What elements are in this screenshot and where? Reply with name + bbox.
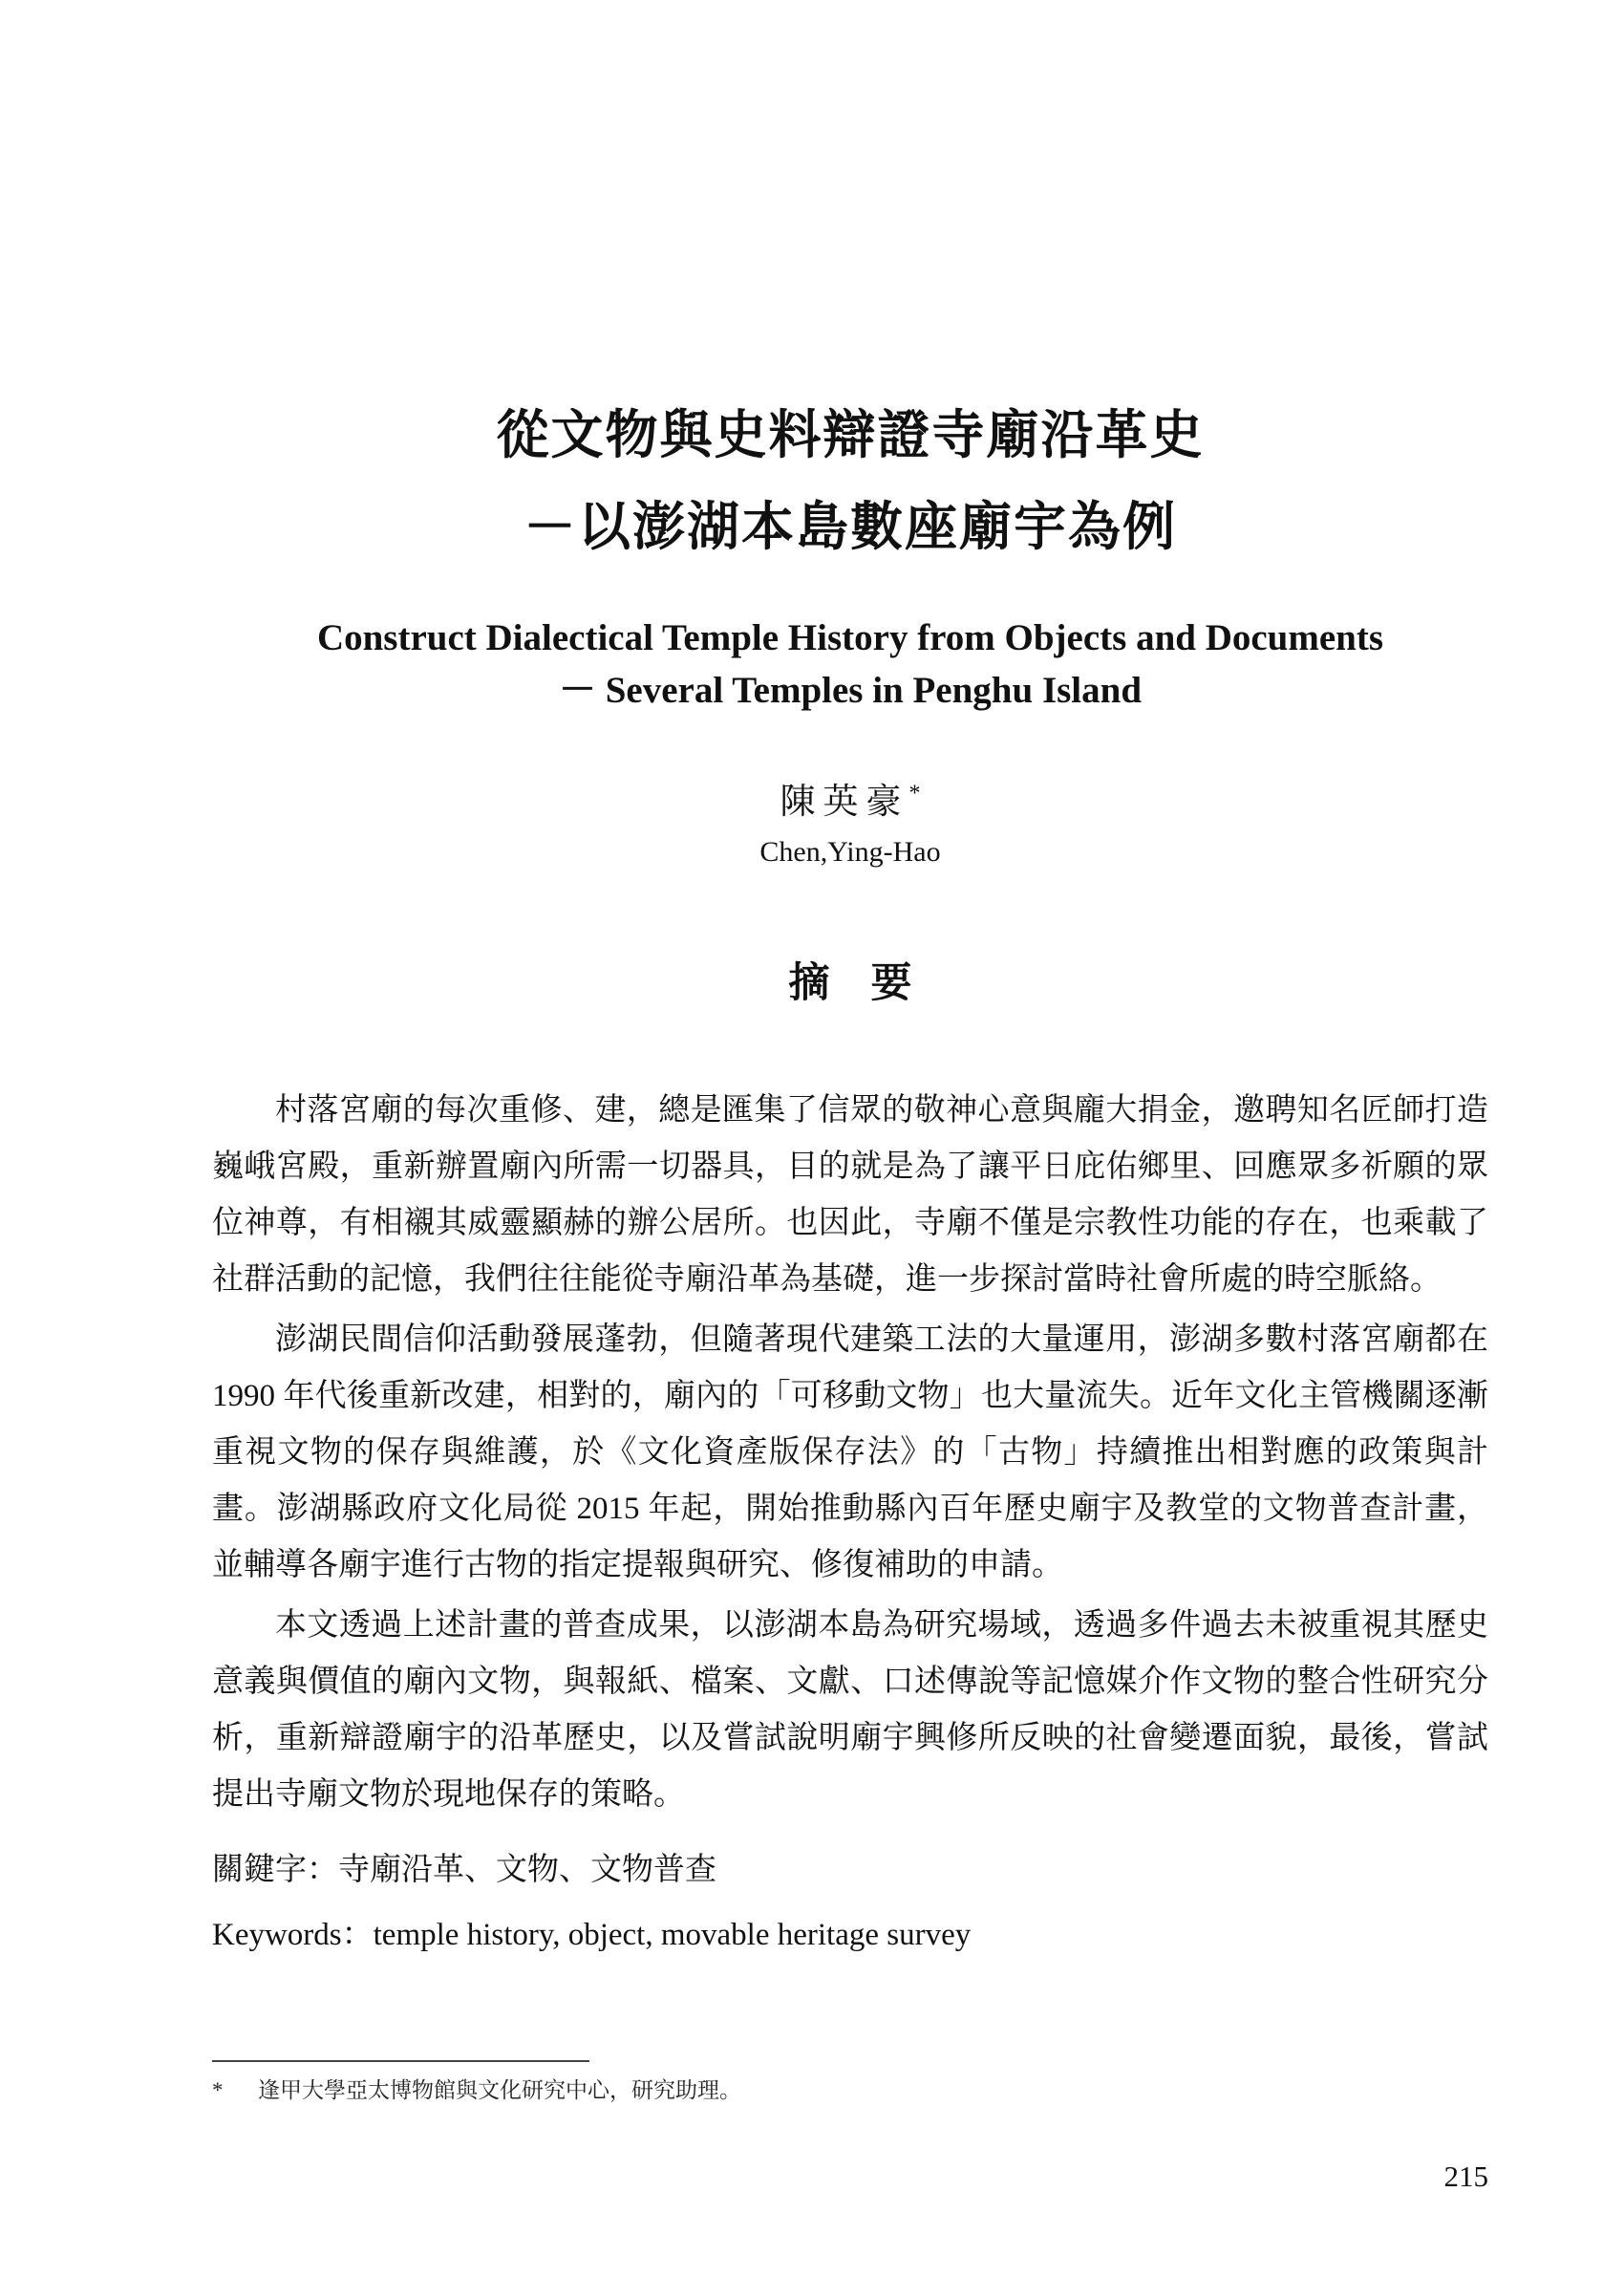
english-title: [212, 612, 1488, 717]
footnote: [212, 2075, 1488, 2106]
abstract-paragraph-3: 本文透過上述計畫的普查成果，以澎湖本島為研究場域，透過多件過去未被重視其歷史意義與價值的廟內文物，與報紙、檔案、文獻、口述傳說等記憶媒介作文物的整合性研究分析，重新辯證廟宇的沿革歷史，以及嘗試說明廟宇興修所反映的社會變遷面貌，最後，嘗試提出寺廟文物於現地保存的策略。: [212, 1608, 1488, 1812]
footnote-block: [212, 2060, 1488, 2106]
author-name-en: Chen,Ying-Hao: [759, 836, 941, 868]
keywords-en: Keywords：temple history, object, movable heritage survey: [212, 1918, 972, 1952]
keywords-zh: 關鍵字：寺廟沿革、文物、文物普查: [212, 1853, 716, 1887]
footnote-marker: *: [212, 2078, 224, 2102]
footnote-text: 逢甲大學亞太博物館與文化研究中心，研究助理。: [258, 2078, 741, 2102]
chinese-title-line2: －以澎湖本島數座廟宇為例: [523, 498, 1177, 556]
author-footnote-marker: *: [908, 781, 921, 806]
footnote-divider: [212, 2060, 589, 2062]
abstract-heading: 摘 要: [788, 961, 912, 1006]
chinese-title-line1: 從文物與史料辯證寺廟沿革史: [496, 406, 1205, 464]
abstract-paragraph-2: 澎湖民間信仰活動發展蓬勃，但隨著現代建築工法的大量運用，澎湖多數村落宮廟都在 1990 年代後重新改建，相對的，廟內的「可移動文物」也大量流失。近年文化主管機關逐漸重視文物的保存與維護，於《文化資產版保存法》的「古物」持續推出相對應的政策與計畫。澎湖縣政府文化局從 2015 年起，開始推動縣內百年歷史廟宇及教堂的文物普查計畫，並輔導各廟宇進行古物的指定提報與研究、修復補助的申請。: [212, 1322, 1488, 1582]
chinese-title: [212, 0, 1488, 573]
english-title-line2: － Several Temples in Penghu Island: [558, 670, 1143, 711]
english-title-line1: Construct Dialectical Temple History from Objects and Documents: [316, 617, 1384, 658]
page-number: 215: [1443, 2160, 1488, 2193]
page-content: [212, 0, 1488, 1957]
author-name-zh: [212, 780, 1488, 826]
abstract-paragraph-1: 村落宮廟的每次重修、建，總是匯集了信眾的敬神心意與龐大捐金，邀聘知名匠師打造巍峨宮殿，重新辦置廟內所需一切器具，目的就是為了讓平日庇佑鄉里、回應眾多祈願的眾位神尊，有相襯其威靈顯赫的辦公居所。也因此，寺廟不僅是宗教性功能的存在，也乘載了社群活動的記憶，我們往往能從寺廟沿革為基礎，進一步探討當時社會所處的時空脈絡。: [212, 1093, 1488, 1297]
author-name-zh-text: 陳英豪: [780, 783, 909, 822]
